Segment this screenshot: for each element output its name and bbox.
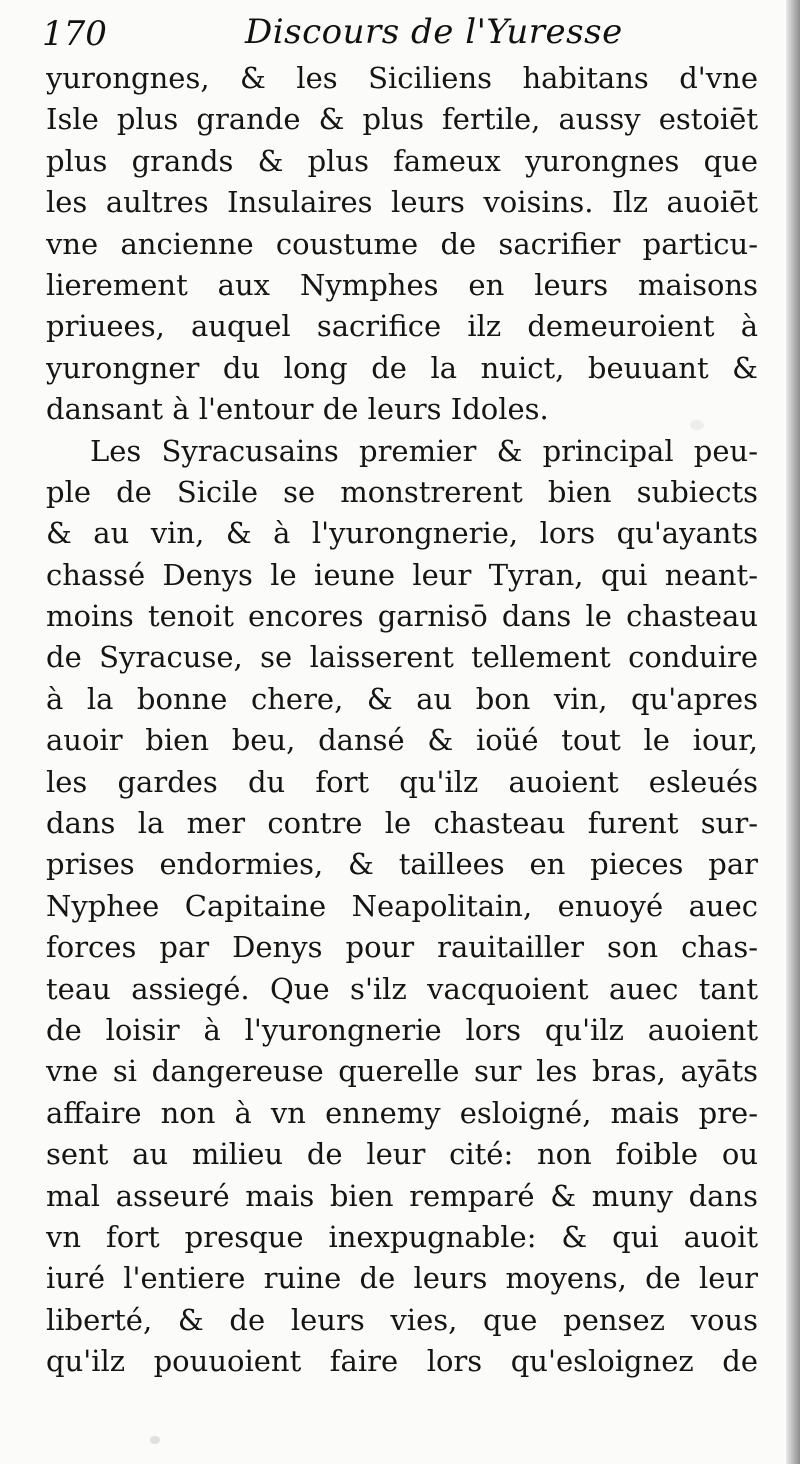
text-line: les aultres Insulaires leurs voisins. Ilz auoiēt: [46, 185, 758, 220]
text-line: dans la mer contre le chasteau furent sur-: [46, 806, 758, 841]
body-text: [46, 58, 758, 1383]
text-line: vn fort presque inexpugnable: & qui auoit: [46, 1219, 758, 1254]
text-line: prises endormies, & taillees en pieces par: [46, 847, 758, 882]
text-line: Les Syracusains premier & principal peu-: [90, 433, 758, 468]
text-line: affaire non à vn ennemy esloigné, mais pre-: [46, 1095, 758, 1130]
text-line: priuees, auquel sacrifice ilz demeuroient à: [46, 309, 758, 344]
text-line: iuré l'entiere ruine de leurs moyens, de leur: [46, 1261, 758, 1296]
text-line: yurongnes, & les Siciliens habitans d'vne: [46, 61, 758, 95]
text-line: vne ancienne coustume de sacrifier particu-: [46, 226, 758, 261]
text-line: à la bonne chere, & au bon vin, qu'apres: [46, 681, 758, 716]
text-line: yurongner du long de la nuict, beuuant &: [46, 350, 758, 385]
text-line: lierement aux Nymphes en leurs maisons: [46, 267, 758, 302]
page-header: [30, 8, 770, 54]
text-line: & au vin, & à l'yurongnerie, lors qu'ayants: [46, 516, 758, 551]
text-line: les gardes du fort qu'ilz auoient esleués: [46, 764, 758, 799]
text-line: chassé Denys le ieune leur Tyran, qui neant-: [46, 557, 758, 592]
text-line: de Syracuse, se laisserent tellement conduire: [46, 640, 758, 675]
text-line: auoir bien beu, dansé & ioüé tout le iour,: [46, 723, 758, 758]
text-line: teau assiegé. Que s'ilz vacquoient auec tant: [46, 971, 758, 1006]
text-line: sent au milieu de leur cité: non foible ou: [46, 1137, 758, 1172]
paragraph-2: [46, 431, 758, 1383]
text-line: forces par Denys pour rauitailler son chas-: [46, 930, 758, 965]
paper-smudge: [690, 420, 704, 430]
book-spine-shadow: [786, 0, 800, 1464]
text-line: de loisir à l'yurongnerie lors qu'ilz auoient: [46, 1012, 758, 1047]
text-line: moins tenoit encores garnisō dans le chasteau: [46, 599, 758, 634]
text-line: Nyphee Capitaine Neapolitain, enuoyé auec: [46, 888, 758, 923]
text-line: plus grands & plus fameux yurongnes que: [46, 143, 758, 178]
text-line: dansant à l'entour de leurs Idoles.: [46, 392, 549, 427]
text-line: ple de Sicile se monstrerent bien subiects: [46, 474, 758, 509]
text-line: liberté, & de leurs vies, que pensez vous: [46, 1302, 758, 1337]
text-line: Isle plus grande & plus fertile, aussy estoiēt: [46, 102, 758, 137]
text-line: mal asseuré mais bien remparé & muny dans: [46, 1178, 758, 1213]
paper-smudge: [150, 1436, 160, 1444]
running-head: Discours de l'Yuresse: [245, 12, 623, 52]
text-line: vne si dangereuse querelle sur les bras, ayāts: [46, 1054, 758, 1089]
text-line: qu'ilz pouuoient faire lors qu'esloignez de: [46, 1344, 758, 1379]
page-number: 170: [42, 14, 107, 54]
paragraph-1: [46, 58, 758, 431]
